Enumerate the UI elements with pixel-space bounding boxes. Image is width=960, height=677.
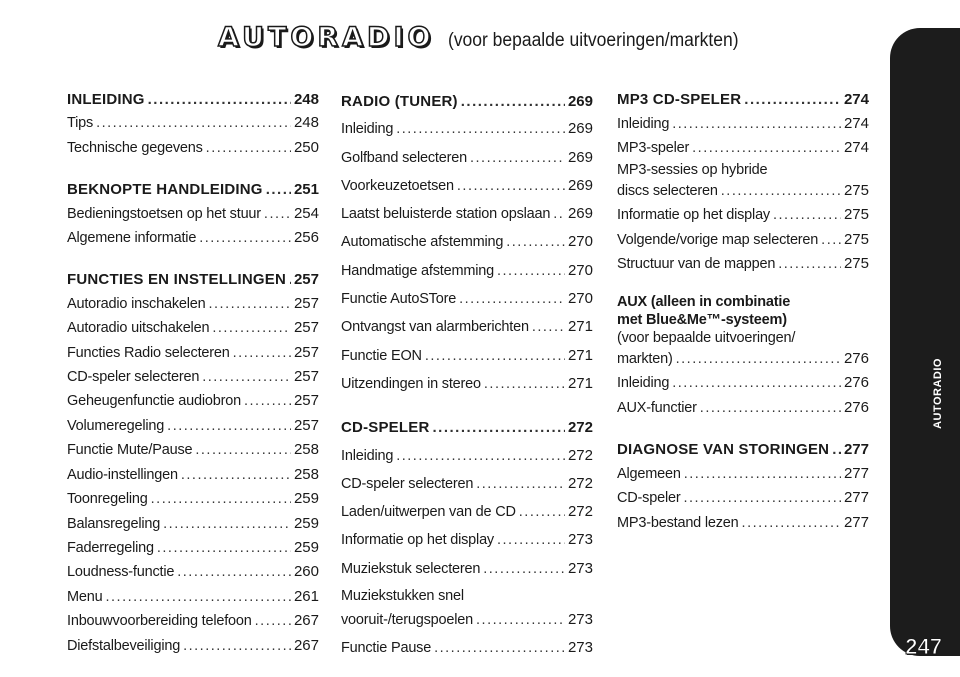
toc-leader	[151, 488, 291, 511]
toc-page-number: 250	[293, 138, 319, 156]
toc-section-heading[interactable]	[617, 88, 869, 112]
toc-entry-label: MP3-speler	[617, 140, 690, 156]
toc-section-heading-line: AUX (alleen in combinatie	[617, 293, 791, 310]
toc-entry[interactable]	[617, 252, 869, 277]
toc-entry-line: Muziekstukken snel	[341, 588, 464, 605]
toc-page-number: 257	[293, 392, 319, 410]
toc-entry-label: Inbouwvoorbereiding telefoon	[67, 613, 252, 630]
chapter-side-tab	[890, 28, 960, 656]
toc-leader	[744, 88, 841, 112]
toc-entry-label: Functie Pause	[341, 640, 432, 657]
toc-entry[interactable]	[341, 228, 593, 256]
toc-entry[interactable]	[67, 487, 319, 511]
toc-page-number: 248	[293, 91, 319, 108]
page-subtitle: (voor bepaalde uitvoeringen/markten)	[448, 30, 740, 51]
toc-entry-label: Informatie op het display	[617, 207, 770, 223]
toc-leader	[183, 635, 291, 658]
toc-entry-label: Inleiding	[341, 447, 394, 464]
toc-leader	[497, 258, 565, 285]
toc-leader	[683, 487, 841, 511]
toc-page-number: 260	[293, 563, 319, 581]
toc-entry[interactable]	[67, 292, 319, 316]
toc-leader	[396, 443, 565, 470]
toc-page-number: 269	[567, 120, 593, 138]
toc-entry-label: CD-SPELER	[341, 419, 430, 437]
toc-leader	[672, 372, 841, 396]
toc-entry-label: markten)	[617, 350, 673, 367]
toc-section-heading[interactable]	[341, 88, 593, 115]
toc-leader	[778, 253, 841, 277]
toc-entry[interactable]	[341, 257, 593, 285]
toc-leader	[832, 438, 841, 462]
toc-page-number: 270	[567, 290, 593, 308]
toc-page-number: 257	[293, 319, 319, 337]
toc-leader	[148, 88, 291, 111]
page-title: AUTORADIO	[218, 22, 435, 53]
toc-leader	[425, 343, 565, 370]
toc-section	[341, 414, 593, 583]
toc-entry-label: vooruit-/terugspoelen	[341, 612, 474, 629]
toc-entry[interactable]	[617, 371, 869, 396]
toc-entry-label: Laatst beluisterde station opslaan	[341, 206, 551, 223]
toc-leader	[177, 561, 291, 584]
toc-entry	[341, 606, 593, 634]
toc-entry-label: Functies Radio selecteren	[67, 344, 230, 361]
toc-page-number: 270	[567, 261, 593, 279]
toc-entry-label: Inleiding	[341, 121, 394, 138]
toc-entry[interactable]	[341, 498, 593, 526]
toc-leader	[181, 464, 291, 487]
toc-entry[interactable]	[67, 341, 319, 365]
toc-column-2	[341, 88, 593, 663]
toc-page-number: 277	[843, 513, 869, 531]
toc-entry-label: INLEIDING	[67, 91, 145, 108]
toc-entry[interactable]	[617, 203, 869, 228]
toc-entry-line: MP3-sessies op hybride	[617, 161, 768, 178]
toc-page-number: 270	[567, 233, 593, 251]
toc-page-number: 277	[843, 489, 869, 506]
toc-leader	[163, 513, 291, 536]
toc-entry-label: Tips	[67, 115, 94, 132]
toc-leader	[233, 342, 291, 365]
toc-column-1	[67, 88, 319, 658]
toc-page-number: 272	[567, 503, 593, 521]
toc-section	[617, 438, 869, 535]
toc-page-number: 275	[843, 206, 869, 223]
toc-page-number: 257	[293, 343, 319, 361]
toc-entry-label: discs selecteren	[617, 182, 718, 199]
toc-section	[617, 371, 869, 420]
page-header	[218, 22, 764, 53]
toc-page-number: 269	[567, 205, 593, 223]
toc-entry-label: Technische gegevens	[67, 139, 203, 156]
toc-entry[interactable]	[341, 470, 593, 498]
toc-entry-label: Loudness-functie	[67, 564, 175, 581]
toc-section	[67, 178, 319, 250]
toc-leader	[676, 348, 841, 372]
toc-entry-label: Golfband selecteren	[341, 149, 467, 166]
toc-entry-label: Diefstalbeveiliging	[67, 637, 181, 654]
toc-entry-label: Functie Mute/Pause	[67, 442, 193, 459]
toc-page-number: 269	[567, 176, 593, 194]
toc-entry-label: Toonregeling	[67, 491, 148, 508]
toc-section	[617, 88, 869, 161]
toc-entry-label: Functie AutoSTore	[341, 291, 457, 308]
toc-leader	[821, 229, 841, 253]
toc-leader	[476, 471, 565, 498]
toc-page-number: 275	[843, 230, 869, 248]
toc-page-number: 275	[843, 181, 869, 199]
toc-page-number: 275	[843, 255, 869, 272]
toc-entry	[617, 347, 869, 372]
toc-entry[interactable]	[341, 200, 593, 228]
toc-entry-label: Volumeregeling	[67, 417, 165, 434]
toc-entry-label: RADIO (TUNER)	[341, 93, 458, 110]
toc-leader	[672, 113, 841, 137]
toc-page-number: 267	[293, 636, 319, 654]
toc-leader	[157, 537, 291, 560]
toc-entry[interactable]	[67, 536, 319, 560]
toc-leader	[396, 116, 565, 143]
toc-leader	[206, 137, 291, 160]
toc-page-number: 274	[843, 139, 869, 156]
toc-entry[interactable]	[67, 438, 319, 462]
toc-entry[interactable]	[341, 370, 593, 398]
toc-page-number: 261	[293, 587, 319, 605]
toc-leader	[457, 173, 565, 200]
toc-entry	[617, 179, 869, 204]
toc-entry[interactable]	[67, 634, 319, 658]
toc-entry[interactable]	[617, 462, 869, 487]
toc-entry[interactable]	[341, 313, 593, 341]
toc-section-heading[interactable]	[617, 438, 869, 462]
toc-page-number: 273	[567, 559, 593, 577]
toc-entry[interactable]	[67, 316, 319, 340]
toc-entry[interactable]	[617, 396, 869, 421]
toc-leader	[773, 204, 841, 228]
toc-entry-label: MP3-bestand lezen	[617, 514, 739, 531]
toc-leader	[684, 463, 841, 487]
toc-leader	[483, 556, 565, 583]
toc-leader	[202, 366, 291, 389]
toc-entry-label: Bedieningstoetsen op het stuur	[67, 205, 261, 222]
toc-entry[interactable]	[341, 555, 593, 583]
toc-leader	[506, 229, 565, 256]
toc-leader	[289, 268, 291, 291]
toc-page-number: 267	[293, 612, 319, 630]
toc-entry[interactable]	[67, 202, 319, 226]
toc-page-number: 273	[567, 531, 593, 549]
toc-entry-label: CD-speler selecteren	[341, 475, 474, 492]
toc-leader	[519, 499, 565, 526]
toc-section	[341, 88, 593, 398]
toc-section-heading[interactable]	[67, 268, 319, 291]
toc-entry-multiline[interactable]	[341, 586, 593, 634]
toc-page-number: 258	[293, 465, 319, 483]
toc-leader	[742, 512, 841, 536]
toc-entry-label: Laden/uitwerpen van de CD	[341, 504, 516, 521]
toc-entry-label: Informatie op het display	[341, 532, 494, 549]
toc-entry[interactable]	[341, 285, 593, 313]
toc-page-number: 258	[293, 441, 319, 459]
toc-entry-label: Balansregeling	[67, 515, 161, 532]
toc-page-number: 274	[843, 114, 869, 132]
toc-page-number: 269	[567, 148, 593, 166]
toc-page-number: 271	[567, 374, 593, 392]
toc-entry-label: CD-speler selecteren	[67, 369, 200, 386]
toc-entry[interactable]	[67, 365, 319, 389]
toc-entry-label: Structuur van de mappen	[617, 256, 776, 272]
toc-entry-label: Automatische afstemming	[341, 234, 504, 251]
toc-page-number: 256	[293, 229, 319, 247]
toc-leader	[700, 397, 841, 421]
toc-entry[interactable]	[67, 111, 319, 135]
toc-entry-label: MP3 CD-SPELER	[617, 91, 742, 108]
toc-entry[interactable]	[341, 172, 593, 200]
toc-entry[interactable]	[67, 136, 319, 160]
toc-page-number: 277	[843, 464, 869, 482]
toc-leader	[470, 145, 565, 172]
toc-entry-label: FUNCTIES EN INSTELLINGEN	[67, 271, 286, 289]
toc-section	[67, 268, 319, 658]
toc-entry-label: Inleiding	[617, 375, 670, 391]
toc-entry-label: Algemeen	[617, 465, 681, 482]
toc-leader	[266, 178, 291, 201]
toc-entry-label: Muziekstuk selecteren	[341, 560, 481, 577]
toc-entry[interactable]	[341, 342, 593, 370]
toc-leader	[532, 314, 565, 341]
toc-leader	[255, 610, 291, 633]
toc-leader	[553, 201, 565, 228]
toc-leader	[692, 137, 841, 161]
toc-page-number: 271	[567, 318, 593, 336]
toc-leader	[212, 317, 291, 340]
toc-page-number: 259	[293, 538, 319, 556]
toc-entry-label: Algemene informatie	[67, 230, 197, 247]
toc-entry[interactable]	[617, 228, 869, 253]
toc-entry[interactable]	[67, 463, 319, 487]
toc-page-number: 254	[293, 204, 319, 222]
toc-page-number: 257	[293, 294, 319, 312]
toc-entry[interactable]	[341, 526, 593, 554]
toc-entry[interactable]	[617, 136, 869, 161]
toc-entry-label: Ontvangst van alarmberichten	[341, 319, 529, 336]
toc-entry[interactable]	[617, 486, 869, 511]
toc-leader	[721, 180, 841, 204]
toc-section-heading[interactable]	[67, 178, 319, 201]
toc-entry[interactable]	[617, 511, 869, 536]
toc-page-number: 272	[567, 446, 593, 464]
toc-entry-label: Geheugenfunctie audiobron	[67, 393, 241, 410]
toc-leader	[434, 635, 565, 662]
toc-entry-label: DIAGNOSE VAN STORINGEN	[617, 441, 830, 458]
toc-page-number: 276	[843, 398, 869, 416]
toc-leader	[432, 414, 564, 441]
toc-page-number: 272	[567, 419, 593, 437]
toc-page-number: 257	[293, 416, 319, 434]
toc-entry[interactable]	[341, 442, 593, 470]
toc-leader	[459, 286, 565, 313]
toc-leader	[195, 439, 291, 462]
toc-page-number: 269	[567, 93, 593, 110]
chapter-tab-label: AUTORADIO	[932, 358, 944, 429]
toc-section	[617, 203, 869, 277]
toc-page-number: 248	[293, 114, 319, 132]
toc-entry-label: Faderregeling	[67, 539, 154, 556]
toc-page-number: 259	[293, 490, 319, 508]
toc-section-note-line: (voor bepaalde uitvoeringen/	[617, 329, 796, 346]
toc-entry-label: Autoradio uitschakelen	[67, 320, 210, 337]
toc-section-heading-line: met Blue&Me™-systeem)	[617, 311, 787, 328]
toc-entry-label: AUX-functier	[617, 399, 697, 416]
toc-page-number: 257	[293, 368, 319, 386]
toc-entry-label: Functie EON	[341, 347, 422, 364]
toc-entry-label: CD-speler	[617, 490, 681, 506]
toc-entry-label: Voorkeuzetoetsen	[341, 177, 454, 194]
toc-leader	[264, 203, 291, 226]
toc-leader	[497, 527, 565, 554]
toc-entry[interactable]	[67, 226, 319, 250]
toc-leader	[476, 607, 565, 634]
toc-column-3	[617, 88, 869, 535]
toc-entry[interactable]	[67, 512, 319, 536]
toc-leader	[484, 371, 565, 398]
toc-entry[interactable]	[341, 115, 593, 143]
toc-entry-label: Handmatige afstemming	[341, 262, 494, 279]
toc-section	[67, 88, 319, 160]
toc-entry[interactable]	[67, 560, 319, 584]
toc-leader	[105, 586, 290, 609]
toc-entry[interactable]	[617, 112, 869, 137]
toc-entry[interactable]	[341, 144, 593, 172]
toc-page-number: 274	[843, 91, 869, 108]
toc-entry-label: Inleiding	[617, 115, 670, 132]
toc-section-heading[interactable]	[341, 414, 593, 441]
toc-page-number: 273	[567, 639, 593, 657]
toc-entry-label: BEKNOPTE HANDLEIDING	[67, 181, 263, 199]
toc-leader	[244, 390, 291, 413]
toc-page-number: 277	[843, 441, 869, 458]
page-number: 247	[905, 634, 942, 659]
toc-entry[interactable]	[67, 389, 319, 413]
toc-entry[interactable]	[67, 585, 319, 609]
toc-leader	[208, 293, 290, 316]
toc-leader	[96, 112, 291, 135]
toc-page-number: 272	[567, 474, 593, 492]
toc-page-number: 271	[567, 346, 593, 364]
toc-leader	[461, 88, 565, 115]
toc-entry-multiline[interactable]	[617, 161, 869, 204]
toc-page-number: 257	[293, 271, 319, 289]
toc-entry-label: Uitzendingen in stereo	[341, 375, 481, 392]
toc-page-number: 276	[843, 349, 869, 367]
toc-section	[341, 634, 593, 662]
toc-leader	[167, 415, 291, 438]
toc-entry[interactable]	[67, 609, 319, 633]
toc-section-aux[interactable]	[617, 293, 869, 372]
toc-entry[interactable]	[67, 414, 319, 438]
toc-page-number: 259	[293, 514, 319, 532]
toc-entry-label: Volgende/vorige map selecteren	[617, 231, 819, 248]
toc-page-number: 251	[293, 181, 319, 199]
toc-page-number: 276	[843, 374, 869, 391]
toc-entry-label: Audio-instellingen	[67, 466, 178, 483]
toc-entry[interactable]	[341, 634, 593, 662]
toc-entry-label: Autoradio inschakelen	[67, 295, 206, 312]
toc-entry-label: Menu	[67, 588, 103, 605]
toc-page-number: 273	[567, 611, 593, 629]
toc-leader	[199, 227, 291, 250]
toc-section-heading[interactable]	[67, 88, 319, 111]
